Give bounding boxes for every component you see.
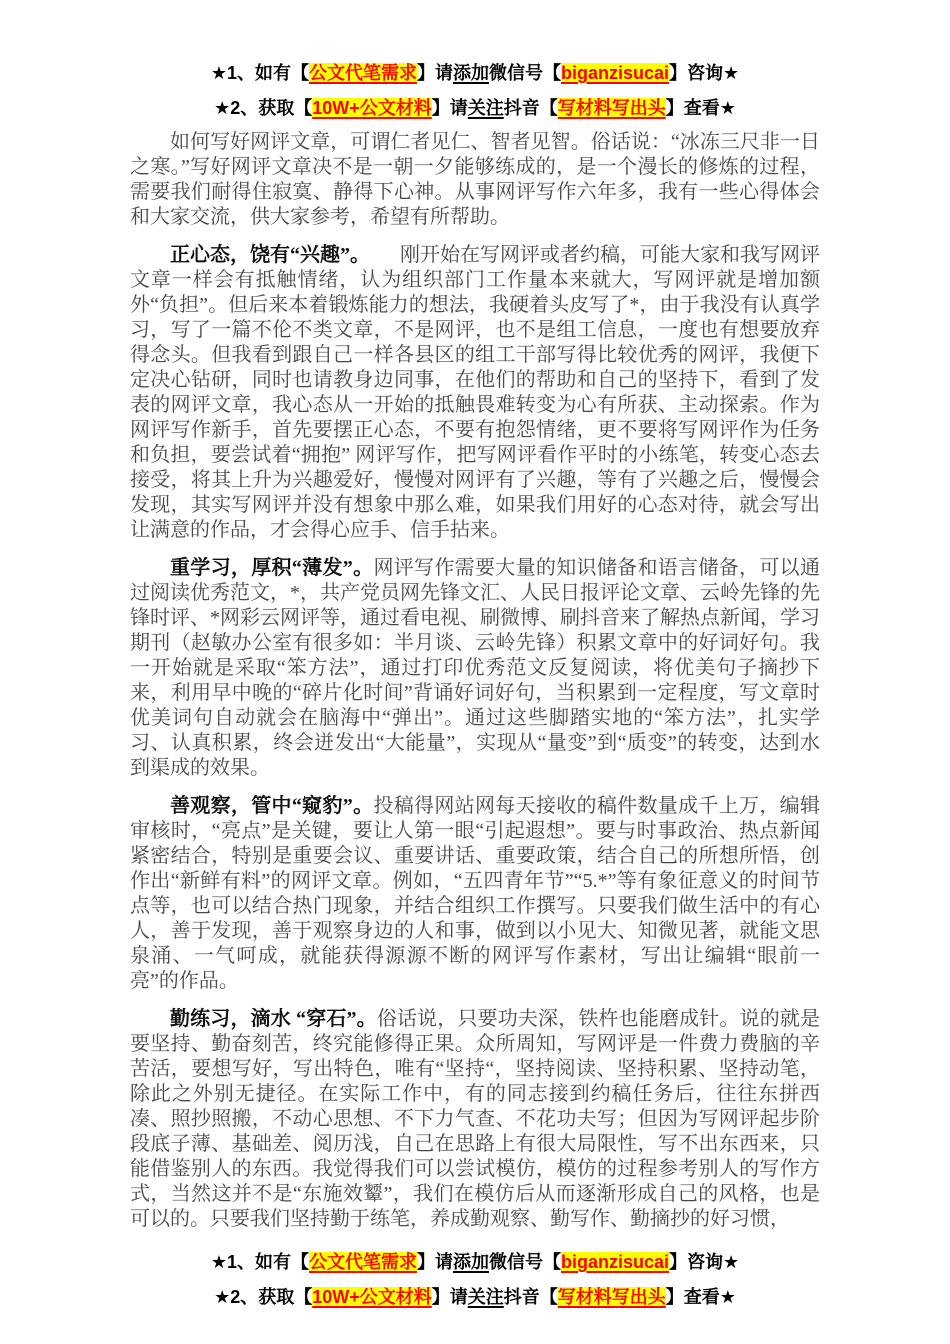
notice-underlined-text: 添加 <box>452 63 489 83</box>
notice-underlined-text: 关注 <box>467 98 504 118</box>
notice-text: 微信号【 <box>488 1252 561 1272</box>
paragraph-text: 网评写作需要大量的知识储备和语言储备，可以通过阅读优秀范文，*，共产党员网先锋文汇、人民日报评论文章、云岭先锋的先锋时评、*网彩云网评等，通过看电视、刷微博、刷抖音来了解热点新闻，学习期刊（赵敏办公室有很多如：半月谈、云岭先锋）积累文章中的好词好句。我一开始就是采取“笨方法”，通过打印优秀范文反复阅读，将优美句子摘抄下来，利用早中晚的“碎片化时间”背诵好词好句，当积累到一定程度，写文章时优美词句自动就会在脑海中“弹出”。通过这些脚踏实地的“笨方法”，扎实学习、认真积累，终会迸发出“大能量”，实现从“量变”到“质变”的转变，达到水到渠成的效果。 <box>130 557 820 779</box>
paragraph-practice <box>130 1007 820 1232</box>
notice-text: 】查看★ <box>665 98 736 118</box>
notice-text: ★1、如有【 <box>210 1252 309 1272</box>
notice-text: 抖音【 <box>503 98 558 118</box>
notice-underlined-text: 添加 <box>452 1252 489 1272</box>
notice-highlight: 公文代笔需求 <box>308 63 417 83</box>
notice-text: 】请 <box>416 1252 453 1272</box>
notice-text: 】咨询★ <box>669 1252 740 1272</box>
paragraph-text: 投稿得网站网每天接收的稿件数量成千上万，编辑审核时，“亮点”是关键，要让人第一眼“引起遐想”。要与时事政治、热点新闻紧密结合，特别是重要会议、重要讲话、重要政策，结合自己的所想所悟，创作出“新鲜有料”的网评文章。例如，“五四青年节”“5.*”等有象征意义的时间节点等，也可以结合热门现象，并结合组织工作撰写。只要我们做生活中的有心人，善于发现，善于观察身边的人和事，做到以小见大、知微见著，就能文思泉涌、一气呵成，就能获得源源不断的网评写作素材，写出让编辑“眼前一亮”的作品。 <box>130 795 820 992</box>
paragraph-lead: 重学习，厚积“薄发”。 <box>170 557 374 579</box>
notice-text: 】请 <box>431 1287 468 1307</box>
bottom-notice-line-2 <box>130 1280 820 1315</box>
top-notice-line-2 <box>130 91 820 126</box>
notice-text: 抖音【 <box>503 1287 558 1307</box>
paragraph-intro <box>130 130 820 230</box>
notice-highlight: 10W+公文材料 <box>312 98 432 118</box>
article-body <box>130 130 820 1232</box>
paragraph-lead: 正心态，饶有“兴趣”。 <box>170 244 360 266</box>
notice-highlight: 10W+公文材料 <box>312 1287 432 1307</box>
notice-douyin-id: 写材料写出头 <box>557 98 666 118</box>
notice-douyin-id: 写材料写出头 <box>557 1287 666 1307</box>
notice-text: ★1、如有【 <box>210 63 309 83</box>
notice-text: ★2、获取【 <box>214 98 313 118</box>
notice-wechat-id: biganzisucai <box>560 1252 670 1272</box>
notice-text: 】咨询★ <box>669 63 740 83</box>
notice-text: 】查看★ <box>665 1287 736 1307</box>
top-notice <box>130 56 820 126</box>
paragraph-study <box>130 556 820 781</box>
paragraph-text: 如何写好网评文章，可谓仁者见仁、智者见智。俗话说：“冰冻三尺非一日之寒。”写好网评文章决不是一朝一夕能够练成的，是一个漫长的修炼的过程，需要我们耐得住寂寞、静得下心神。从事网评写作六年多，我有一些心得体会和大家交流，供大家参考，希望有所帮助。 <box>130 131 820 228</box>
notice-highlight: 公文代笔需求 <box>308 1252 417 1272</box>
paragraph-lead: 勤练习，滴水 “穿石”。 <box>170 1008 377 1030</box>
paragraph-observe <box>130 794 820 994</box>
paragraph-text: 刚开始在写网评或者约稿，可能大家和我写网评文章一样会有抵触情绪，认为组织部门工作量本来就大，写网评就是增加额外“负担”。但后来本着锻炼能力的想法，我硬着头皮写了*，由于我没有认真学习，写了一篇不伦不类文章，不是网评，也不是组工信息，一度也有想要放弃得念头。但我看到跟自己一样各县区的组工干部写得比较优秀的网评，我便下定决心钻研，同时也请教身边同事，在他们的帮助和自己的坚持下，看到了发表的网评文章，我心态从一开始的抵触畏难转变为心有所获、主动探索。作为网评写作新手，首先要摆正心态，不要有抱怨情绪，更不要将写网评作为任务和负担，要尝试着“拥抱” 网评写作，把写网评看作平时的小练笔，转变心态去接受，将其上升为兴趣爱好，慢慢对网评有了兴趣，等有了兴趣之后，慢慢会发现，其实写网评并没有想象中那么难，如果我们用好的心态对待，就会写出让满意的作品，才会得心应手、信手拈来。 <box>130 244 820 541</box>
paragraph-lead: 善观察，管中“窥豹”。 <box>170 795 374 817</box>
notice-text: 】请 <box>416 63 453 83</box>
notice-underlined-text: 关注 <box>467 1287 504 1307</box>
notice-text: ★2、获取【 <box>214 1287 313 1307</box>
top-notice-line-1 <box>130 56 820 91</box>
notice-wechat-id: biganzisucai <box>560 63 670 83</box>
notice-text: 微信号【 <box>488 63 561 83</box>
paragraph-text: 俗话说，只要功夫深，铁杵也能磨成针。说的就是要坚持、勤奋刻苦，终究能修得正果。众所周知，写网评是一件费力费脑的辛苦活，要想写好，写出特色，唯有“坚持“，坚持阅读、坚持积累、坚持动笔，除此之外别无捷径。在实际工作中，有的同志接到约稿任务后，往往东拼西凑、照抄照搬，不动心思想、不下力气查、不花功夫写；但因为写网评起步阶段底子薄、基础差、阅历浅，自己在思路上有很大局限性，写不出东西来，只能借鉴别人的东西。我觉得我们可以尝试模仿，模仿的过程参考别人的写作方式，当然这并不是“东施效颦”，我们在模仿后从而逐渐形成自己的风格，也是可以的。只要我们坚持勤于练笔，养成勤观察、勤写作、勤摘抄的好习惯， <box>130 1008 821 1230</box>
bottom-notice-line-1 <box>130 1245 820 1280</box>
paragraph-mindset <box>130 243 820 543</box>
bottom-notice <box>130 1245 820 1315</box>
notice-text: 】请 <box>431 98 468 118</box>
